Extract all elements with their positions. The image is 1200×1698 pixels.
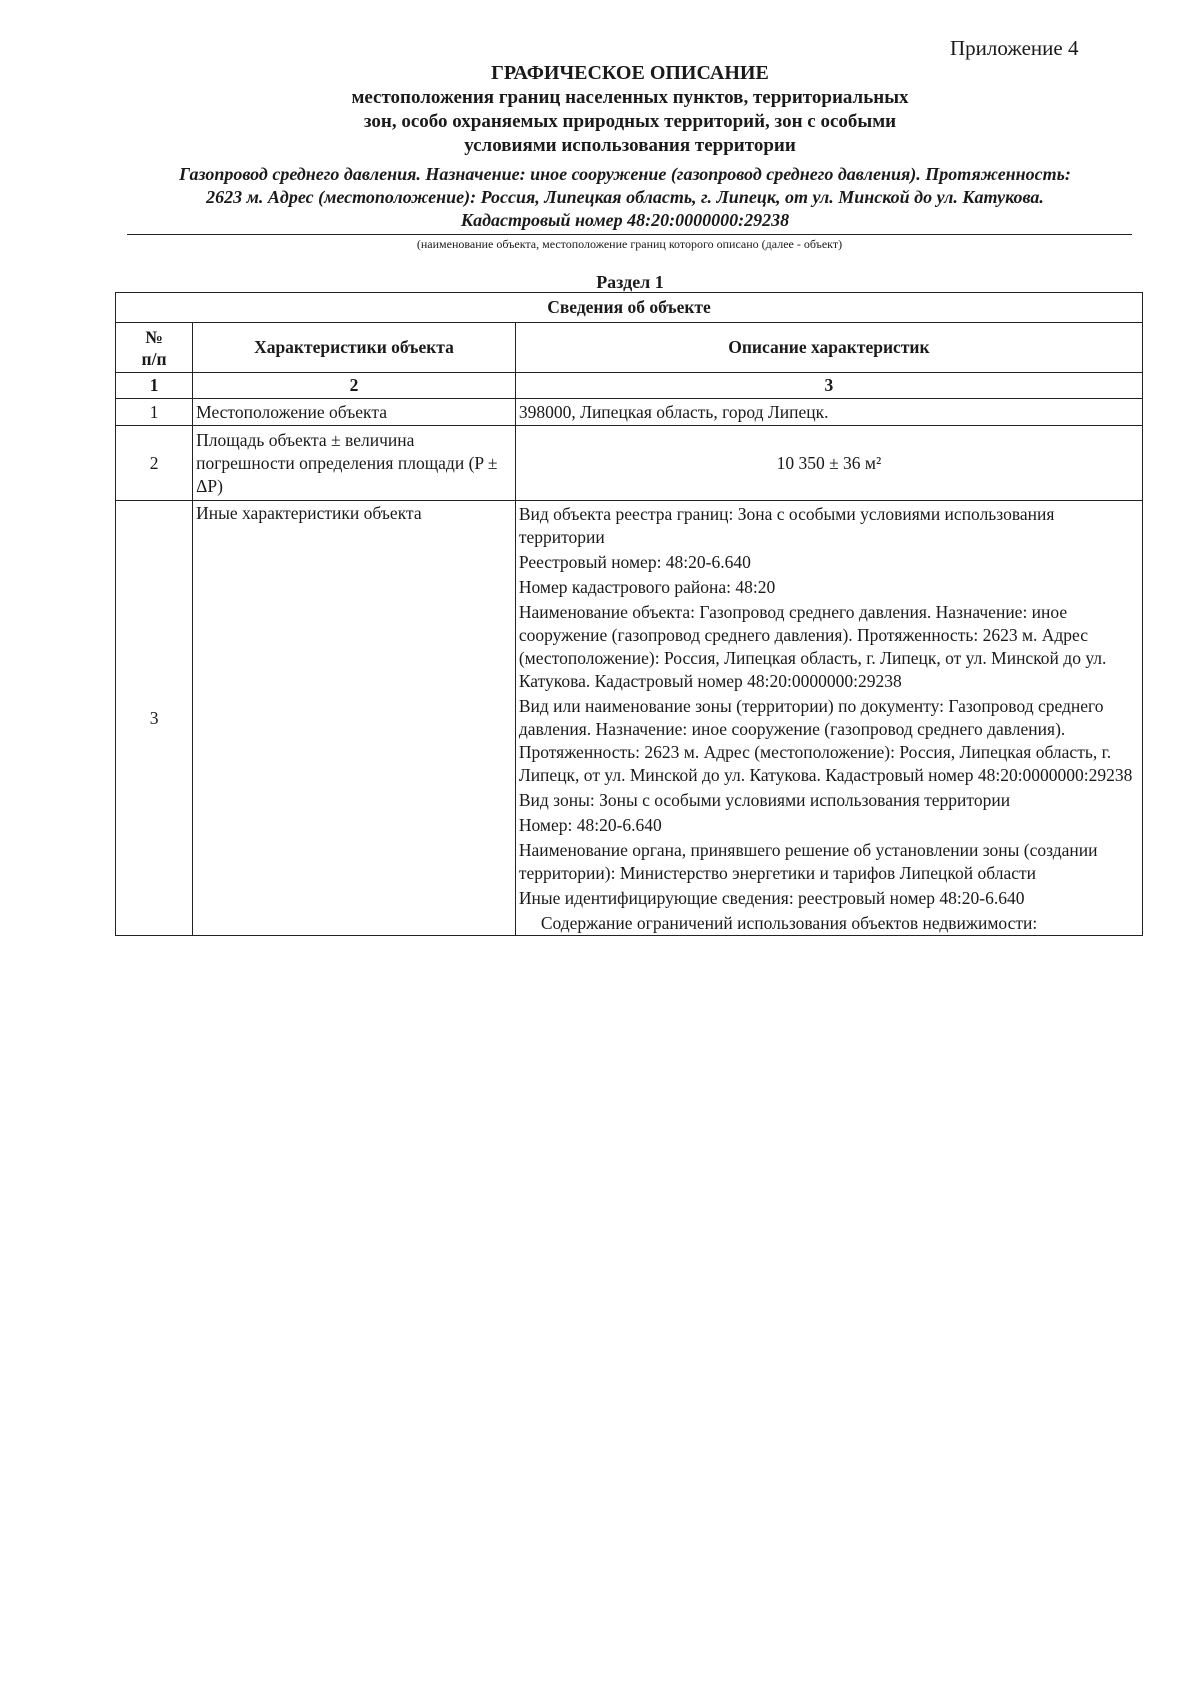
row-name: Иные характеристики объекта — [193, 501, 516, 936]
table-row — [116, 501, 1143, 936]
paragraph-restrictions: Содержание ограничений использования объектов недвижимости: — [540, 913, 1038, 933]
subtitle-line-2: зон, особо охраняемых природных территорий, зон с особыми — [363, 111, 897, 132]
table-row — [116, 399, 1143, 426]
paragraph-registry-number: Реестровый номер: 48:20-6.640 — [518, 552, 751, 572]
object-caption: (наименование объекта, местоположение границ которого описано (далее - объект) — [416, 237, 843, 251]
paragraph-zone-number: Номер: 48:20-6.640 — [518, 815, 662, 835]
header-characteristics: Характеристики объекта — [193, 323, 516, 373]
row-name: Местоположение объекта — [193, 399, 516, 426]
paragraph-zone-type: Вид зоны: Зоны с особыми условиями использования территории — [518, 790, 1011, 810]
row-value-paragraphs — [515, 501, 1142, 936]
title-block — [0, 60, 1200, 158]
header-number: № п/п — [116, 323, 193, 373]
underline-rule — [127, 234, 1132, 235]
row-number: 1 — [116, 399, 193, 426]
column-number-2: 2 — [193, 373, 516, 399]
paragraph-other-identifiers: Иные идентифицирующие сведения: реестровый номер 48:20-6.640 — [518, 888, 1025, 908]
paragraph-zone-document-name: Вид или наименование зоны (территории) по документу: Газопровод среднего давления. Назначение: иное сооружение (газопровод среднего давления). Протяженность: 2623 м. Адрес (местоположение): Россия, Липецкая область, г. Липецк, от ул. Минской до ул. Катукова. Кадастровый номер 48:20:0000000:29238 — [518, 696, 1133, 785]
header-description: Описание характеристик — [515, 323, 1142, 373]
paragraph-object-name: Наименование объекта: Газопровод среднего давления. Назначение: иное сооружение (газопровод среднего давления). Протяженность: 2623 м. Адрес (местоположение): Россия, Липецкая область, г. Липецк, от ул. Минской до ул. Катукова. Кадастровый номер 48:20:0000000:29238 — [518, 602, 1107, 691]
row-number: 2 — [116, 426, 193, 501]
subtitle-line-1: местоположения границ населенных пунктов, территориальных — [351, 87, 909, 108]
object-line-3: Кадастровый номер 48:20:0000000:29238 — [460, 210, 790, 230]
row-value: 398000, Липецкая область, город Липецк. — [515, 399, 1142, 426]
row-name: Площадь объекта ± величина погрешности определения площади (P ± ΔP) — [193, 426, 516, 501]
section-title: Раздел 1 — [596, 272, 664, 292]
paragraph-registry-type: Вид объекта реестра границ: Зона с особыми условиями использования территории — [518, 504, 1055, 547]
object-line-1: Газопровод среднего давления. Назначение: иное сооружение (газопровод среднего давления). Протяженность: — [179, 164, 1071, 184]
paragraph-cadastral-district: Номер кадастрового района: 48:20 — [518, 577, 776, 597]
object-line-2: 2623 м. Адрес (местоположение): Россия, Липецкая область, г. Липецк, от ул. Минской до ул. Катукова. — [206, 187, 1044, 207]
object-name-block — [120, 163, 1130, 232]
document-title: ГРАФИЧЕСКОЕ ОПИСАНИЕ — [491, 62, 769, 84]
table-title: Сведения об объекте — [116, 293, 1143, 323]
table-row — [116, 426, 1143, 501]
column-number-1: 1 — [116, 373, 193, 399]
paragraph-authority: Наименование органа, принявшего решение об установлении зоны (создании территории): Министерство энергетики и тарифов Липецкой области — [518, 840, 1098, 883]
object-info-table — [115, 292, 1143, 936]
row-number: 3 — [116, 501, 193, 936]
column-number-3: 3 — [515, 373, 1142, 399]
appendix-label: Приложение 4 — [950, 36, 1079, 60]
subtitle-line-3: условиями использования территории — [464, 135, 796, 156]
row-value: 10 350 ± 36 м² — [515, 426, 1142, 501]
